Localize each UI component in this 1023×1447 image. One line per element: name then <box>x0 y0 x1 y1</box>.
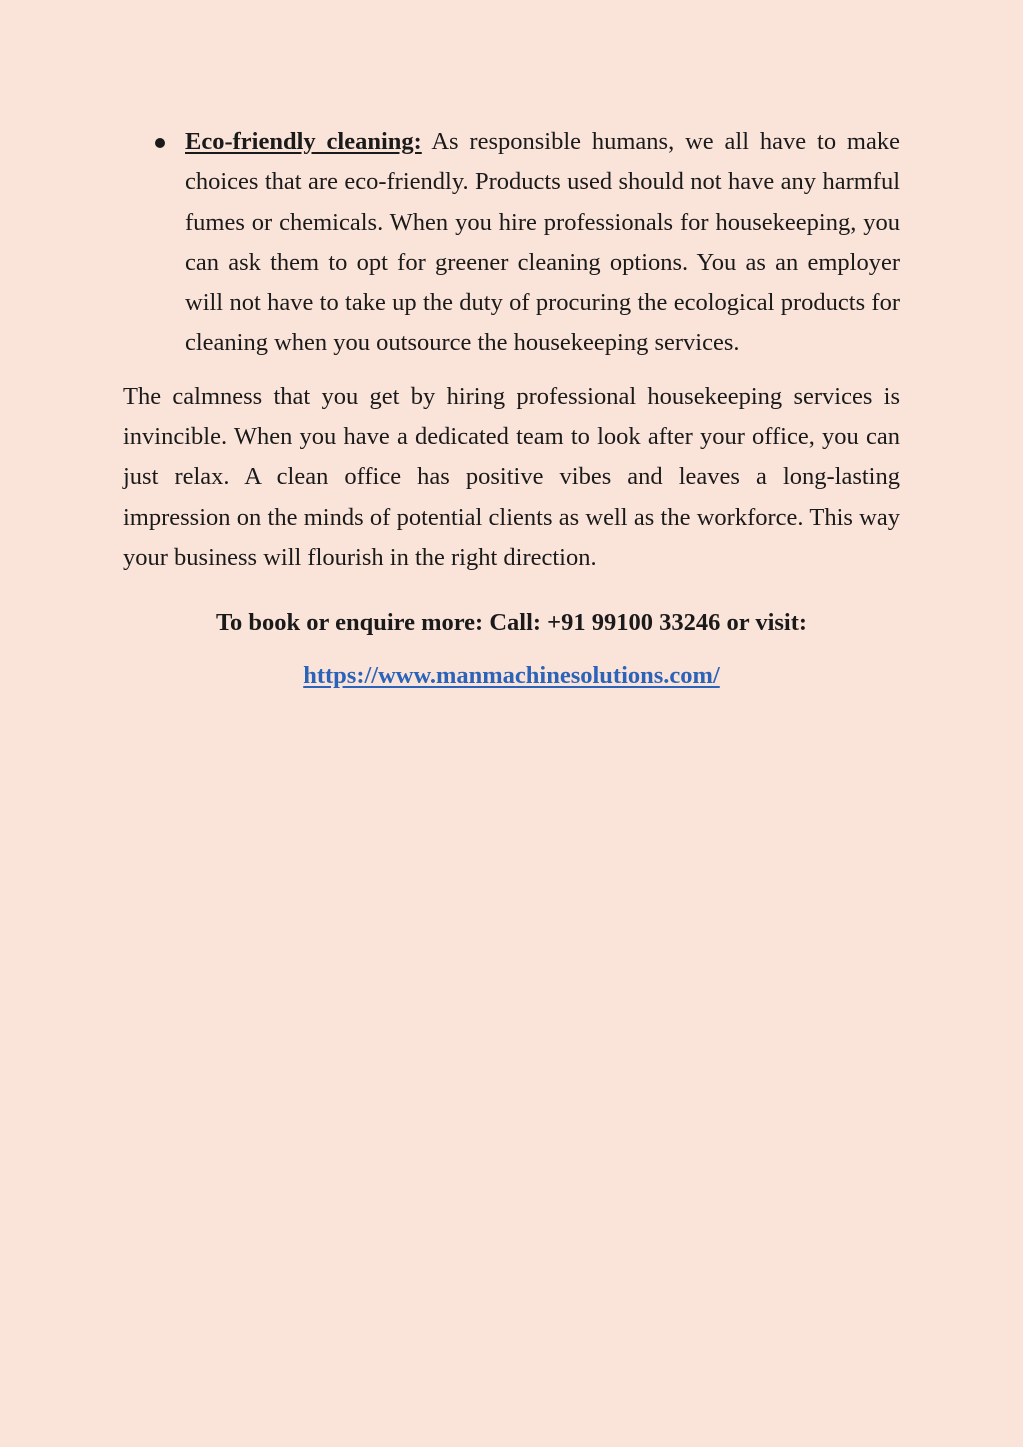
bullet-title: Eco-friendly cleaning: <box>185 128 422 155</box>
contact-call-to-action: To book or enquire more: Call: +91 99100 33246 or visit: <box>215 608 808 636</box>
website-link-line <box>123 656 900 696</box>
website-link[interactable]: https://www.manmachinesolutions.com/ <box>303 661 720 689</box>
bullet-icon <box>155 138 165 148</box>
list-item-eco-friendly-cleaning <box>123 122 900 364</box>
document-page <box>123 122 900 696</box>
closing-paragraph: The calmness that you get by hiring professional housekeeping services is invincible. When you have a dedicated team to look after your office, you can just relax. A clean office has positive vibes and leaves a long-lasting impression on the minds of potential clients as well as the workforce. This way your business will flourish in the right direction. <box>123 382 900 571</box>
bullet-text: As responsible humans, we all have to make choices that are eco-friendly. Products used should not have any harmful fumes or chemicals. When you hire professionals for housekeeping, you can ask them to opt for greener cleaning options. You as an employer will not have to take up the duty of procuring the ecological products for cleaning when you outsource the housekeeping services. <box>185 128 900 357</box>
